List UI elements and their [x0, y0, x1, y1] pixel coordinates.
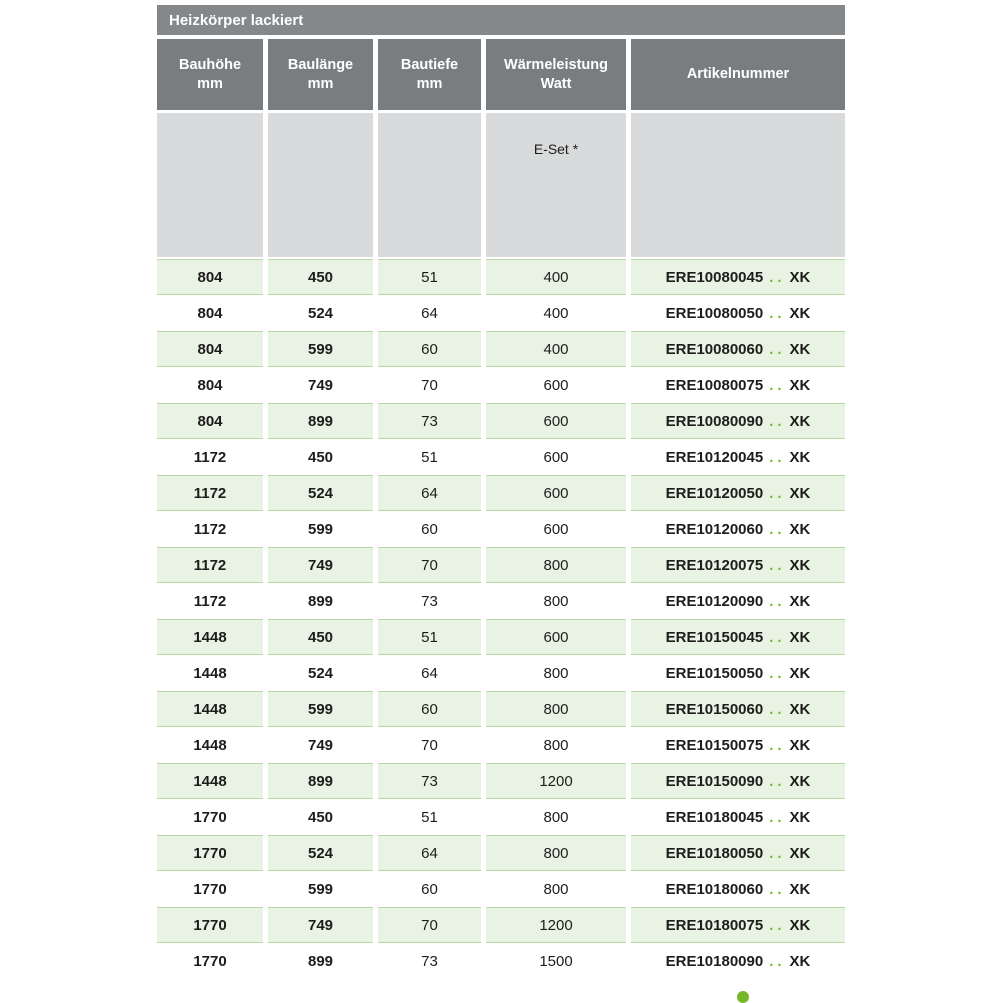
cell-bautiefe: 60	[378, 691, 481, 727]
artikel-green-dots: ..	[769, 304, 786, 322]
cell-waermeleistung: 800	[486, 727, 626, 763]
column-header-row	[157, 39, 845, 110]
table-row	[157, 907, 845, 943]
cell-baulaenge: 524	[268, 475, 373, 511]
artikel-suffix: XK	[789, 556, 811, 574]
artikel-suffix: XK	[789, 304, 811, 322]
artikel-prefix: ERE10080045	[665, 268, 764, 286]
cell-waermeleistung: 600	[486, 403, 626, 439]
artikel-green-dots: ..	[769, 772, 786, 790]
cell-bautiefe: 51	[378, 619, 481, 655]
column-header-label: Bautiefe	[400, 56, 459, 73]
artikel-suffix: XK	[789, 268, 811, 286]
artikel-green-dots: ..	[769, 880, 786, 898]
artikel-prefix: ERE10180060	[665, 880, 764, 898]
cell-bauhoehe: 1172	[157, 439, 263, 475]
table-row	[157, 871, 845, 907]
cell-baulaenge: 749	[268, 547, 373, 583]
cell-artikelnummer	[631, 511, 845, 547]
artikel-suffix: XK	[789, 772, 811, 790]
table-row	[157, 331, 845, 367]
artikel-green-dots: ..	[769, 844, 786, 862]
cell-artikelnummer	[631, 331, 845, 367]
artikel-green-dots: ..	[769, 808, 786, 826]
subheader-cell-bauhoehe	[157, 113, 263, 257]
cell-baulaenge: 450	[268, 439, 373, 475]
cell-waermeleistung: 600	[486, 439, 626, 475]
artikel-prefix: ERE10180045	[665, 808, 764, 826]
cell-artikelnummer	[631, 439, 845, 475]
artikel-prefix: ERE10120090	[665, 592, 764, 610]
cell-waermeleistung: 800	[486, 691, 626, 727]
cell-bauhoehe: 1770	[157, 835, 263, 871]
cell-waermeleistung: 400	[486, 331, 626, 367]
artikel-suffix: XK	[789, 412, 811, 430]
table-row	[157, 943, 845, 979]
subheader-row	[157, 113, 845, 257]
artikel-green-dots: ..	[769, 448, 786, 466]
artikel-prefix: ERE10180090	[665, 952, 764, 970]
cell-bautiefe: 70	[378, 727, 481, 763]
cell-bauhoehe: 1448	[157, 727, 263, 763]
artikel-suffix: XK	[789, 520, 811, 538]
cell-baulaenge: 524	[268, 655, 373, 691]
table-row	[157, 619, 845, 655]
cell-bauhoehe: 1172	[157, 583, 263, 619]
cell-artikelnummer	[631, 619, 845, 655]
artikel-green-dots: ..	[769, 520, 786, 538]
artikel-green-dots: ..	[769, 628, 786, 646]
product-table	[157, 5, 845, 979]
cell-waermeleistung: 600	[486, 367, 626, 403]
table-row	[157, 403, 845, 439]
artikel-prefix: ERE10150060	[665, 700, 764, 718]
cell-bautiefe: 64	[378, 475, 481, 511]
cell-bauhoehe: 804	[157, 295, 263, 331]
artikel-prefix: ERE10150050	[665, 664, 764, 682]
artikel-suffix: XK	[789, 376, 811, 394]
cell-waermeleistung: 600	[486, 511, 626, 547]
cell-bautiefe: 73	[378, 403, 481, 439]
artikel-prefix: ERE10180050	[665, 844, 764, 862]
column-header-label: Bauhöhe	[178, 56, 242, 73]
cell-baulaenge: 599	[268, 511, 373, 547]
cell-bautiefe: 73	[378, 583, 481, 619]
cell-bautiefe: 51	[378, 439, 481, 475]
artikel-prefix: ERE10120075	[665, 556, 764, 574]
cell-baulaenge: 450	[268, 619, 373, 655]
artikel-prefix: ERE10080050	[665, 304, 764, 322]
column-header-label: Artikelnummer	[686, 66, 790, 82]
artikel-suffix: XK	[789, 736, 811, 754]
cell-bauhoehe: 804	[157, 259, 263, 295]
table-row	[157, 295, 845, 331]
artikel-green-dots: ..	[769, 736, 786, 754]
cell-baulaenge: 599	[268, 691, 373, 727]
column-header-label: Baulänge	[287, 56, 354, 73]
eset-label: E-Set *	[533, 141, 579, 157]
cell-bauhoehe: 1172	[157, 475, 263, 511]
artikel-suffix: XK	[789, 340, 811, 358]
cell-bautiefe: 70	[378, 367, 481, 403]
table-row	[157, 583, 845, 619]
column-header-waermeleistung	[486, 39, 626, 110]
column-header-artikelnummer	[631, 39, 845, 110]
artikel-green-dots: ..	[769, 592, 786, 610]
cell-baulaenge: 450	[268, 259, 373, 295]
table-row	[157, 259, 845, 295]
cell-waermeleistung: 600	[486, 475, 626, 511]
artikel-prefix: ERE10150075	[665, 736, 764, 754]
artikel-prefix: ERE10080060	[665, 340, 764, 358]
cell-baulaenge: 899	[268, 763, 373, 799]
cell-bautiefe: 60	[378, 331, 481, 367]
cell-artikelnummer	[631, 583, 845, 619]
subheader-cell-bautiefe	[378, 113, 481, 257]
artikel-suffix: XK	[789, 448, 811, 466]
artikel-green-dots: ..	[769, 376, 786, 394]
cell-bautiefe: 64	[378, 655, 481, 691]
table-row	[157, 691, 845, 727]
artikel-prefix: ERE10080090	[665, 412, 764, 430]
artikel-green-dots: ..	[769, 556, 786, 574]
artikel-green-dots: ..	[769, 268, 786, 286]
cell-bauhoehe: 1448	[157, 619, 263, 655]
cell-bauhoehe: 1448	[157, 763, 263, 799]
cell-bauhoehe: 804	[157, 367, 263, 403]
table-row	[157, 439, 845, 475]
artikel-prefix: ERE10150045	[665, 628, 764, 646]
cell-artikelnummer	[631, 943, 845, 979]
subheader-cell-baulaenge	[268, 113, 373, 257]
table-row	[157, 475, 845, 511]
artikel-suffix: XK	[789, 592, 811, 610]
cell-baulaenge: 450	[268, 799, 373, 835]
cell-waermeleistung: 800	[486, 871, 626, 907]
cell-baulaenge: 749	[268, 907, 373, 943]
cell-bauhoehe: 1770	[157, 943, 263, 979]
cell-waermeleistung: 800	[486, 583, 626, 619]
table-row	[157, 763, 845, 799]
cell-waermeleistung: 800	[486, 835, 626, 871]
cell-artikelnummer	[631, 655, 845, 691]
table-row	[157, 835, 845, 871]
cell-bauhoehe: 1770	[157, 871, 263, 907]
cell-bautiefe: 64	[378, 835, 481, 871]
cell-bautiefe: 73	[378, 943, 481, 979]
cell-artikelnummer	[631, 691, 845, 727]
cell-bautiefe: 60	[378, 871, 481, 907]
column-header-bautiefe	[378, 39, 481, 110]
artikel-suffix: XK	[789, 808, 811, 826]
column-header-baulaenge	[268, 39, 373, 110]
column-header-unit: mm	[307, 75, 334, 92]
column-header-unit: mm	[197, 75, 223, 92]
artikel-suffix: XK	[789, 880, 811, 898]
cell-bauhoehe: 1770	[157, 907, 263, 943]
artikel-green-dots: ..	[769, 484, 786, 502]
artikel-green-dots: ..	[769, 916, 786, 934]
cell-artikelnummer	[631, 763, 845, 799]
green-dot-decoration	[737, 991, 749, 1003]
cell-bauhoehe: 1448	[157, 691, 263, 727]
artikel-prefix: ERE10080075	[665, 376, 764, 394]
cell-waermeleistung: 400	[486, 259, 626, 295]
artikel-green-dots: ..	[769, 700, 786, 718]
cell-waermeleistung: 600	[486, 619, 626, 655]
table-body	[157, 259, 845, 979]
cell-bautiefe: 70	[378, 907, 481, 943]
cell-baulaenge: 749	[268, 727, 373, 763]
cell-baulaenge: 599	[268, 871, 373, 907]
cell-artikelnummer	[631, 907, 845, 943]
cell-bauhoehe: 1172	[157, 511, 263, 547]
cell-bautiefe: 64	[378, 295, 481, 331]
artikel-green-dots: ..	[769, 412, 786, 430]
table-row	[157, 727, 845, 763]
cell-artikelnummer	[631, 403, 845, 439]
column-header-label: Wärmeleistung	[504, 56, 608, 73]
artikel-suffix: XK	[789, 484, 811, 502]
cell-artikelnummer	[631, 835, 845, 871]
cell-bautiefe: 60	[378, 511, 481, 547]
column-header-bauhoehe	[157, 39, 263, 110]
cell-baulaenge: 899	[268, 943, 373, 979]
cell-baulaenge: 524	[268, 295, 373, 331]
artikel-suffix: XK	[789, 700, 811, 718]
column-header-unit: Watt	[540, 75, 572, 92]
cell-waermeleistung: 800	[486, 655, 626, 691]
table-row	[157, 367, 845, 403]
cell-bauhoehe: 804	[157, 403, 263, 439]
cell-artikelnummer	[631, 295, 845, 331]
cell-artikelnummer	[631, 259, 845, 295]
artikel-prefix: ERE10120045	[665, 448, 764, 466]
subheader-cell-artikelnummer	[631, 113, 845, 257]
cell-bauhoehe: 1770	[157, 799, 263, 835]
artikel-prefix: ERE10180075	[665, 916, 764, 934]
cell-waermeleistung: 800	[486, 799, 626, 835]
cell-baulaenge: 599	[268, 331, 373, 367]
artikel-prefix: ERE10120050	[665, 484, 764, 502]
subheader-cell-waermeleistung	[486, 113, 626, 257]
cell-waermeleistung: 1500	[486, 943, 626, 979]
artikel-suffix: XK	[789, 664, 811, 682]
table-row	[157, 655, 845, 691]
cell-artikelnummer	[631, 367, 845, 403]
cell-artikelnummer	[631, 547, 845, 583]
cell-waermeleistung: 1200	[486, 763, 626, 799]
cell-baulaenge: 899	[268, 583, 373, 619]
column-header-unit: mm	[416, 75, 443, 92]
cell-waermeleistung: 400	[486, 295, 626, 331]
cell-bautiefe: 51	[378, 259, 481, 295]
cell-bauhoehe: 1172	[157, 547, 263, 583]
cell-artikelnummer	[631, 475, 845, 511]
table-title-bar	[157, 5, 845, 35]
table-row	[157, 547, 845, 583]
cell-artikelnummer	[631, 799, 845, 835]
cell-bautiefe: 51	[378, 799, 481, 835]
table-title: Heizkörper lackiert	[169, 11, 304, 29]
cell-artikelnummer	[631, 727, 845, 763]
cell-baulaenge: 524	[268, 835, 373, 871]
cell-waermeleistung: 800	[486, 547, 626, 583]
artikel-suffix: XK	[789, 628, 811, 646]
cell-bautiefe: 73	[378, 763, 481, 799]
cell-baulaenge: 899	[268, 403, 373, 439]
cell-artikelnummer	[631, 871, 845, 907]
table-row	[157, 799, 845, 835]
artikel-green-dots: ..	[769, 952, 786, 970]
cell-waermeleistung: 1200	[486, 907, 626, 943]
artikel-green-dots: ..	[769, 664, 786, 682]
cell-bauhoehe: 804	[157, 331, 263, 367]
cell-baulaenge: 749	[268, 367, 373, 403]
artikel-suffix: XK	[789, 916, 811, 934]
table-row	[157, 511, 845, 547]
artikel-prefix: ERE10150090	[665, 772, 764, 790]
artikel-suffix: XK	[789, 844, 811, 862]
cell-bauhoehe: 1448	[157, 655, 263, 691]
cell-bautiefe: 70	[378, 547, 481, 583]
artikel-green-dots: ..	[769, 340, 786, 358]
artikel-suffix: XK	[789, 952, 811, 970]
artikel-prefix: ERE10120060	[665, 520, 764, 538]
